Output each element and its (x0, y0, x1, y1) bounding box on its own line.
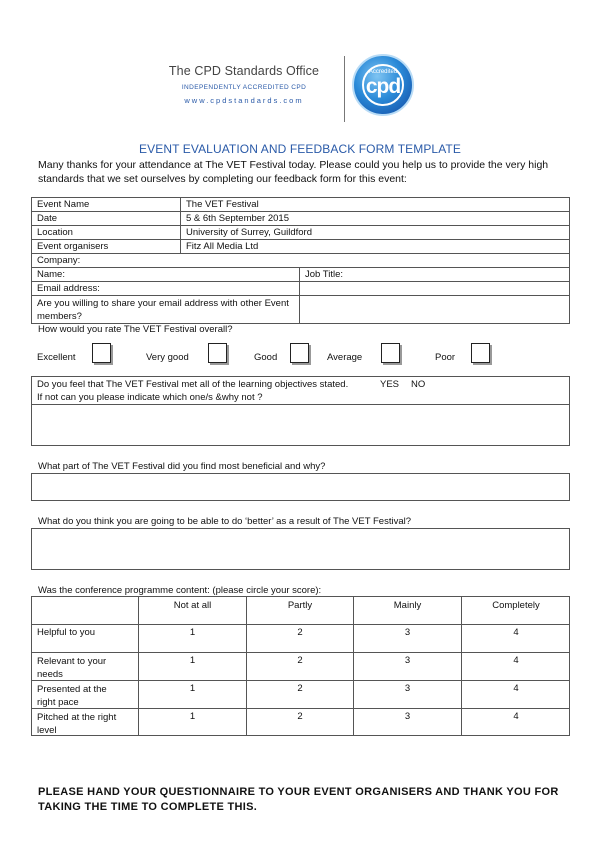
details-row-divider (31, 211, 570, 212)
details-col-divider (180, 197, 181, 253)
details-col-divider (299, 267, 300, 324)
org-name: The CPD Standards Office (168, 64, 320, 78)
org-block (150, 64, 338, 105)
rating-checkbox-excellent[interactable] (92, 343, 111, 363)
rating-checkbox-very-good[interactable] (208, 343, 227, 363)
beneficial-question: What part of The VET Festival did you find most beneficial and why? (38, 461, 326, 472)
rating-question: How would you rate The VET Festival overall? (38, 324, 233, 335)
org-tagline: INDEPENDENTLY ACCREDITED CPD (181, 84, 307, 91)
objectives-answer-field[interactable] (32, 405, 569, 445)
programme-row-label: Presented at the right pace (37, 684, 107, 708)
header (0, 44, 600, 134)
programme-score-option[interactable]: 4 (513, 655, 519, 666)
header-divider (344, 56, 345, 122)
event-name-value: The VET Festival (186, 199, 259, 210)
programme-score-option[interactable]: 4 (513, 711, 519, 722)
date-value: 5 & 6th September 2015 (186, 213, 289, 224)
programme-score-option[interactable]: 1 (189, 627, 196, 638)
programme-row-divider (31, 624, 570, 625)
programme-score-option[interactable]: 2 (297, 655, 303, 666)
rating-label-very-good: Very good (146, 352, 189, 363)
organisers-value: Fitz All Media Ltd (186, 241, 259, 252)
seal-text: cpd (365, 75, 401, 98)
details-row-divider (31, 239, 570, 240)
footer-note: PLEASE HAND YOUR QUESTIONNAIRE TO YOUR EVENT ORGANISERS AND THANK YOU FOR TAKING THE TIME TO COMPLETE THIS. (38, 786, 559, 813)
intro-text: Many thanks for your attendance at The VET Festival today. Please could you help us to provide the very high standards that we set ourselves by completing our feedback form for this event: (38, 159, 549, 185)
programme-header-mainly: Mainly (393, 600, 422, 611)
rating-label-excellent: Excellent (37, 352, 76, 363)
programme-score-option[interactable]: 2 (297, 627, 303, 638)
programme-score-option[interactable]: 3 (404, 655, 411, 666)
beneficial-answer-field[interactable] (31, 473, 570, 501)
objectives-no-option[interactable]: NO (411, 379, 426, 390)
objectives-question-line1: Do you feel that The VET Festival met all of the learning objectives stated. (37, 379, 349, 390)
details-row-divider (31, 253, 570, 254)
programme-score-option[interactable]: 1 (189, 683, 196, 694)
rating-checkbox-poor[interactable] (471, 343, 490, 363)
form-title: EVENT EVALUATION AND FEEDBACK FORM TEMPLATE (139, 142, 461, 156)
rating-checkbox-good[interactable] (290, 343, 309, 363)
programme-header-completely: Completely (492, 600, 540, 611)
org-website: www.cpdstandards.com (184, 96, 304, 105)
programme-score-option[interactable]: 2 (297, 711, 303, 722)
rating-label-poor: Poor (435, 352, 456, 363)
location-label: Location (37, 227, 73, 238)
location-value: University of Surrey, Guildford (186, 227, 313, 238)
details-row-divider (31, 281, 570, 282)
company-label: Company: (37, 255, 81, 266)
better-question: What do you think you are going to be able to do ‘better’ as a result of The VET Festival? (38, 516, 412, 527)
programme-question: Was the conference programme content: (please circle your score): (38, 585, 322, 596)
details-row-divider (31, 225, 570, 226)
programme-header-not-at-all: Not at all (173, 600, 212, 611)
date-label: Date (37, 213, 58, 224)
job-title-label: Job Title: (305, 269, 344, 280)
event-name-label: Event Name (37, 199, 90, 210)
details-row-divider (31, 295, 570, 296)
programme-header-partly: Partly (287, 600, 313, 611)
objectives-question-line2: If not can you please indicate which one/s &why not ? (37, 392, 263, 403)
programme-score-option[interactable]: 3 (404, 683, 411, 694)
programme-score-option[interactable]: 4 (513, 627, 519, 638)
seal-circle-icon (352, 54, 414, 116)
rating-checkbox-average[interactable] (381, 343, 400, 363)
programme-row-label: Relevant to your needs (37, 656, 107, 680)
programme-row-label: Pitched at the right level (37, 712, 117, 736)
programme-score-option[interactable]: 4 (513, 683, 519, 694)
details-row-divider (31, 267, 570, 268)
programme-score-option[interactable]: 3 (404, 711, 411, 722)
share-email-label: Are you willing to share your email address with other Event members? (37, 298, 289, 322)
programme-row-divider (31, 652, 570, 653)
email-label: Email address: (37, 283, 100, 294)
programme-score-option[interactable]: 3 (404, 627, 411, 638)
programme-row-label: Helpful to you (37, 627, 96, 638)
rating-label-average: Average (327, 352, 363, 363)
rating-label-good: Good (254, 352, 278, 363)
cpd-seal-logo (352, 48, 414, 130)
seal-small-text: Accredited (368, 69, 398, 75)
programme-score-option[interactable]: 1 (189, 711, 196, 722)
programme-score-option[interactable]: 1 (189, 655, 196, 666)
programme-score-option[interactable]: 2 (297, 683, 303, 694)
objectives-yes-option[interactable]: YES (380, 379, 400, 390)
better-answer-field[interactable] (31, 528, 570, 570)
name-label: Name: (37, 269, 65, 280)
organisers-label: Event organisers (37, 241, 109, 252)
